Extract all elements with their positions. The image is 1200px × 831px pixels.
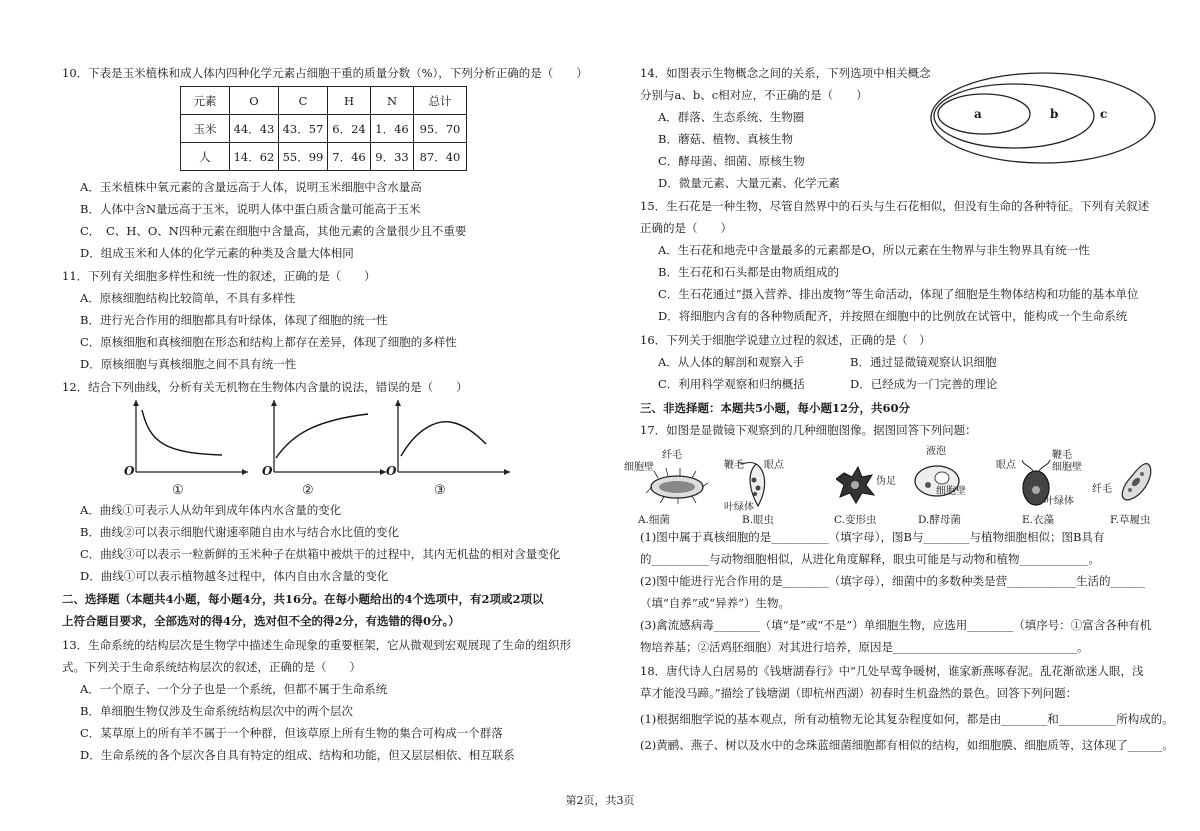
caption-chlamydomonas: E.衣藻: [1022, 514, 1055, 526]
q17-part2-cont: （填“自养”或“异养”）生物。: [640, 596, 791, 610]
q12-option-a: A．曲线①可表示人从幼年到成年体内水含量的变化: [80, 503, 342, 517]
label-cilia: 纤毛: [1092, 484, 1112, 495]
label-chloroplast: 叶绿体: [1044, 496, 1074, 507]
q14-stem-cont: 分别与a、b、c相对应，不正确的是（ ）: [640, 88, 868, 102]
table-cell: 9．33: [371, 143, 414, 171]
q16-stem: 16．下列关于细胞学说建立过程的叙述，正确的是（ ）: [640, 333, 931, 347]
q12-stem: 12．结合下列曲线，分析有关无机物在生物体内含量的说法，错误的是（ ）: [62, 380, 468, 394]
graph-caption-3: ③: [434, 483, 446, 498]
q15-stem: 15．生石花是一种生物，尽管自然界中的石头与生石花相似，但没有生命的各种特征。下列有关叙述: [640, 199, 1150, 213]
q13-stem-cont: 式。下列关于生命系统结构层次的叙述，正确的是（ ）: [62, 660, 361, 674]
label-cell-wall: 细胞壁: [1052, 462, 1082, 473]
caption-euglena: B.眼虫: [742, 514, 775, 526]
q12-option-d: D．曲线①可以表示植物越冬过程中，体内自由水含量的变化: [80, 569, 389, 583]
paramecium-drawing: [1116, 460, 1156, 507]
section-3-heading: 三、非选择题：本题共5小题，每小题12分，共60分: [640, 401, 911, 415]
venn-diagram: [928, 70, 1158, 169]
venn-label-b: b: [1050, 107, 1059, 121]
section-2-heading: 二、选择题（本题共4小题，每小题4分，共16分。在每小题给出的4个选项中，有2项或2项以: [62, 592, 544, 606]
q13-stem: 13．生命系统的结构层次是生物学中描述生命现象的重要框架，它从微观到宏观展现了生命的组织形: [62, 638, 572, 652]
curve-graph-1: [130, 398, 250, 478]
q14-option-b: B．蘑菇、植物、真核生物: [658, 132, 793, 146]
label-flagellum: 鞭毛: [724, 460, 744, 471]
q17-part1-cont: 的__________与动物细胞相似，从进化角度解释，眼虫可能是与动物和植物____________。: [640, 552, 1100, 566]
graph-origin-label: O: [262, 464, 273, 478]
table-cell: 玉米: [181, 115, 230, 143]
q15-stem-cont: 正确的是（ ）: [640, 221, 732, 235]
label-flagellum: 鞭毛: [1052, 450, 1072, 461]
caption-yeast: D.酵母菌: [918, 514, 961, 526]
q16-option-a: A．从人体的解剖和观察入手: [658, 355, 805, 369]
caption-amoeba: C.变形虫: [834, 514, 877, 526]
q13-option-c: C．某草原上的所有羊不属于一个种群，但该草原上所有生物的集合可构成一个群落: [80, 726, 503, 740]
q14-option-a: A．群落、生态系统、生物圈: [658, 110, 805, 124]
caption-paramecium: F.草履虫: [1110, 514, 1151, 526]
q10-option-a: A．玉米植株中氧元素的含量远高于人体，说明玉米细胞中含水量高: [80, 180, 422, 194]
table-row: [181, 143, 467, 171]
venn-label-a: a: [974, 107, 982, 121]
q12-option-c: C．曲线③可以表示一粒新鲜的玉米种子在烘箱中被烘干的过程中，其内无机盐的相对含量变化: [80, 547, 561, 561]
q11-stem: 11．下列有关细胞多样性和统一性的叙述，正确的是（ ）: [62, 269, 376, 283]
q10-option-d: D．组成玉米和人体的化学元素的种类及含量大体相同: [80, 246, 354, 260]
graph-caption-2: ②: [302, 483, 314, 498]
q10-option-c: C． C、H、O、N四种元素在细胞中含量高，其他元素的含量很少且不重要: [80, 224, 467, 238]
q17-part3: (3)禽流感病毒________（填“是”或“不是”）单细胞生物，应选用________（填序号：①富含各种有机: [640, 618, 1152, 632]
table-header-cell: C: [279, 87, 328, 115]
q15-option-b: B．生石花和石头都是由物质组成的: [658, 265, 839, 279]
label-eyespot: 眼点: [996, 460, 1016, 471]
q11-option-d: D．原核细胞与真核细胞之间不具有统一性: [80, 357, 297, 371]
label-chloroplast: 叶绿体: [724, 502, 754, 513]
q14-option-d: D．微量元素、大量元素、化学元素: [658, 176, 840, 190]
q17-part3-cont: 物培养基；②活鸡胚细胞）对其进行培养，原因是________________________________。: [640, 640, 1089, 654]
label-eyespot: 眼点: [764, 460, 784, 471]
table-cell: 55．99: [279, 143, 328, 171]
table-row: [181, 115, 467, 143]
q18-part1: (1)根据细胞学说的基本观点，所有动植物无论其复杂程度如何，都是由________和__________所构成的。: [640, 712, 1174, 726]
q16-option-c: C．利用科学观察和归纳概括: [658, 377, 805, 391]
table-header-cell: O: [230, 87, 279, 115]
q15-option-d: D．将细胞内含有的各种物质配齐，并按照在细胞中的比例放在试管中，能构成一个生命系统: [658, 309, 1128, 323]
table-cell: 43．57: [279, 115, 328, 143]
label-cell-wall: 细胞壁: [624, 462, 654, 473]
q17-part1: (1)图中属于真核细胞的是__________（填字母），图B与________与植物细胞相似；图B具有: [640, 530, 1105, 544]
curve-graph-2: [268, 398, 388, 478]
caption-bacterium: A.细菌: [638, 514, 670, 526]
q12-option-b: B．曲线②可以表示细胞代谢速率随自由水与结合水比值的变化: [80, 525, 399, 539]
q11-option-a: A．原核细胞结构比较简单，不具有多样性: [80, 291, 296, 305]
q17-stem: 17．如图是显微镜下观察到的几种细胞图像。据图回答下列问题：: [640, 423, 977, 437]
table-cell: 44．43: [230, 115, 279, 143]
table-cell: 1．46: [371, 115, 414, 143]
table-header-cell: N: [371, 87, 414, 115]
q13-option-a: A．一个原子、一个分子也是一个系统，但都不属于生命系统: [80, 682, 388, 696]
q18-part2: (2)黄鹂、燕子、树以及水中的念珠蓝细菌细胞都有相似的结构，如细胞膜、细胞质等，这体现了______。: [640, 738, 1174, 752]
table-cell: 87．40: [414, 143, 467, 171]
element-table: [180, 86, 467, 171]
q17-part2: (2)图中能进行光合作用的是________（填字母），细菌中的多数种类是营____________生活的______: [640, 574, 1146, 588]
table-header-cell: 元素: [181, 87, 230, 115]
q13-option-b: B．单细胞生物仅涉及生命系统结构层次中的两个层次: [80, 704, 353, 718]
q14-option-c: C．酵母菌、细菌、原核生物: [658, 154, 805, 168]
label-cell-wall: 细胞壁: [936, 486, 966, 497]
q13-option-d: D．生命系统的各个层次各自具有特定的组成、结构和功能，但又层层相依、相互联系: [80, 748, 515, 762]
q15-option-a: A．生石花和地壳中含量最多的元素都是O，所以元素在生物界与非生物界具有统一性: [658, 243, 1090, 257]
table-header-cell: 总计: [414, 87, 467, 115]
curve-graph-3: [392, 398, 512, 478]
graph-caption-1: ①: [172, 483, 184, 498]
section-2-heading-cont: 上符合题目要求，全部选对的得4分，选对但不全的得2分，有选错的得0分。）: [62, 614, 460, 628]
q18-stem: 18．唐代诗人白居易的《钱塘湖春行》中“几处早莺争暖树，谁家新燕啄春泥。乱花渐欲迷人眼，浅: [640, 664, 1144, 678]
amoeba-drawing: [836, 465, 876, 508]
table-cell: 95．70: [414, 115, 467, 143]
graph-origin-label: O: [124, 464, 135, 478]
page-footer: 第2页，共3页: [565, 794, 635, 807]
table-cell: 人: [181, 143, 230, 171]
q18-stem-cont: 草才能没马蹄。”描绘了钱塘湖（即杭州西湖）初春时生机盎然的景色。回答下列问题：: [640, 686, 1078, 700]
label-cilia: 纤毛: [662, 450, 682, 461]
q10-option-b: B．人体中含N量远高于玉米，说明人体中蛋白质含量可能高于玉米: [80, 202, 421, 216]
q16-option-b: B．通过显微镜观察认识细胞: [850, 355, 997, 369]
q16-option-d: D．已经成为一门完善的理论: [850, 377, 998, 391]
label-vacuole: 液泡: [926, 446, 946, 457]
q11-option-b: B．进行光合作用的细胞都具有叶绿体，体现了细胞的统一性: [80, 313, 388, 327]
q14-stem: 14．如图表示生物概念之间的关系，下列选项中相关概念: [640, 66, 931, 80]
graph-origin-label: O: [386, 464, 397, 478]
table-header-cell: H: [328, 87, 371, 115]
label-pseudopod: 伪足: [876, 476, 896, 487]
q10-stem: 10．下表是玉米植株和成人体内四种化学元素占细胞干重的质量分数（%），下列分析正确的是（ ）: [62, 66, 588, 80]
q11-option-c: C．原核细胞和真核细胞在形态和结构上都存在差异，体现了细胞的多样性: [80, 335, 457, 349]
table-cell: 14．62: [230, 143, 279, 171]
venn-label-c: c: [1100, 107, 1108, 121]
table-cell: 7．46: [328, 143, 371, 171]
table-cell: 6．24: [328, 115, 371, 143]
q15-option-c: C．生石花通过“摄入营养、排出废物”等生命活动，体现了细胞是生物体结构和功能的基本单位: [658, 287, 1139, 301]
